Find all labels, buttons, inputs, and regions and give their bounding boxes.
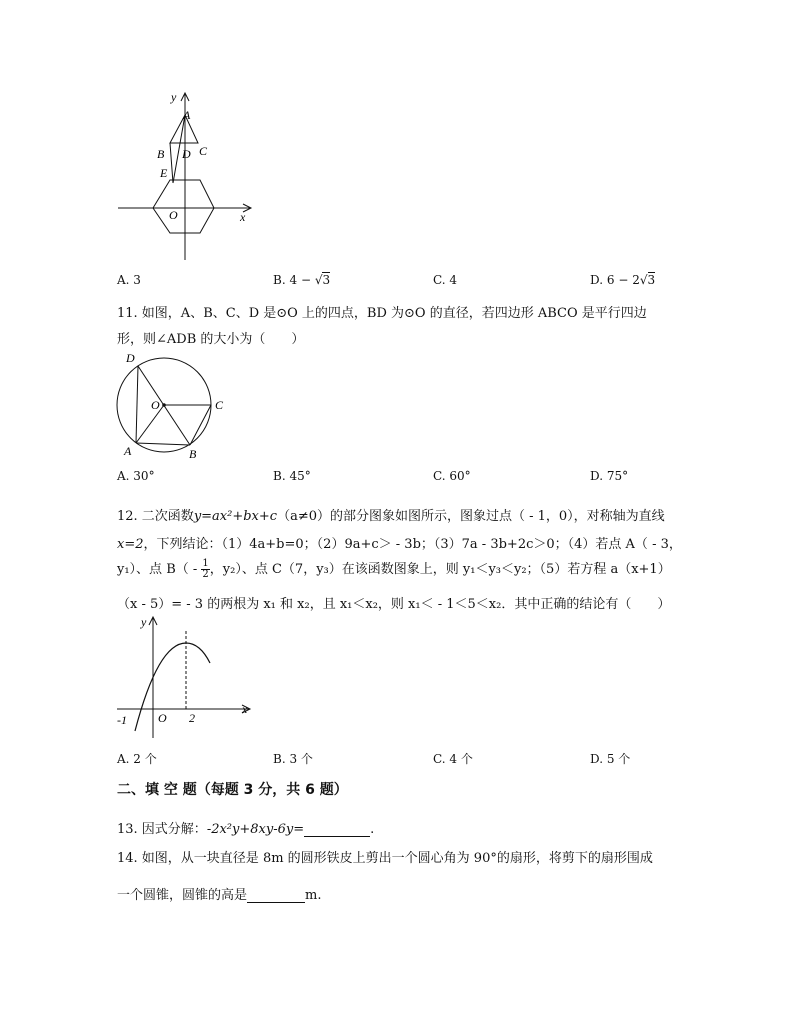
q10-hexagon <box>153 180 214 233</box>
sqrt-icon: √ <box>639 273 648 287</box>
q14-line-2 <box>117 884 321 903</box>
q11-line-2: 形，则∠ADB 的大小为（ ） <box>117 332 305 347</box>
sqrt-icon: √ <box>314 273 323 287</box>
q10-label-a: A <box>183 108 191 122</box>
q13-line <box>117 818 374 837</box>
section-2-heading: 二、填 空 题（每题 3 分，共 6 题） <box>117 782 348 798</box>
q10-label-d: D <box>182 147 191 161</box>
q11-choice-c: C. 60° <box>433 469 471 483</box>
q11-label-o: O <box>151 398 160 412</box>
q14-line-1: 14. 如图，从一块直径是 8m 的圆形铁皮上剪出一个圆心角为 90°的扇形，将剪下的扇形围成 <box>117 851 653 866</box>
q10-choice-b-prefix: B. <box>273 273 286 287</box>
q10-choice-a: A. 3 <box>117 273 141 287</box>
q10-choice-d-coef: 2 <box>632 273 640 287</box>
q10-label-o: O <box>169 208 178 222</box>
q11-center-dot <box>162 403 166 407</box>
q10-choice-d-int: 6 <box>606 273 615 287</box>
q11-segment-ab <box>136 443 190 445</box>
q11-choice-d: D. 75° <box>590 469 629 483</box>
q11-segment-bc <box>190 405 211 445</box>
q10-choice-b-int: 4 <box>289 273 298 287</box>
q12-line-3-b: ，y₂）、点 C（7，y₃）在该函数图象上，则 y₁＜y₃＜y₂；（5）若方程 a（x+1） <box>209 562 671 577</box>
q12-line-2-b: ，下列结论：（1）4a+b=0；（2）9a+c＞ - 3b；（3）7a - 3b+2c＞0；（4）若点 A（ - 3， <box>143 537 682 552</box>
q11-segment-da <box>136 366 138 443</box>
q12-choice-c: C. 4 个 <box>433 752 473 766</box>
q13-answer-blank[interactable] <box>304 822 370 837</box>
q12-fraction-num: 1 <box>202 558 209 569</box>
q12-choice-b: B. 3 个 <box>273 752 313 766</box>
q12-fraction <box>201 559 209 580</box>
q10-choice-d <box>590 273 655 287</box>
q10-choice-c: C. 4 <box>433 273 458 287</box>
q10-choice-b-rad: 3 <box>322 273 331 287</box>
q12-choice-d: D. 5 个 <box>590 752 631 766</box>
q12-line-4: （x - 5）= - 3 的两根为 x₁ 和 x₂，且 x₁＜x₂，则 x₁＜ - 1＜5＜x₂．其中正确的结论有（ ） <box>117 597 671 612</box>
q10-label-b: B <box>157 147 165 161</box>
q12-label-y: y <box>141 615 147 629</box>
q13-prefix: 13. 因式分解： <box>117 822 207 837</box>
q12-label-2: 2 <box>189 711 195 725</box>
q11-segment-ao <box>136 405 164 443</box>
q10-choice-d-prefix: D. <box>590 273 604 287</box>
q12-line-3-a: y₁）、点 B（ - <box>117 562 198 577</box>
q10-label-y: y <box>171 90 177 104</box>
q11-label-a: A <box>124 444 132 458</box>
q13-suffix: . <box>370 822 375 837</box>
q10-label-x: x <box>240 210 246 224</box>
q13-expr: -2x²y+8xy-6y= <box>206 822 305 837</box>
q12-line-1-a: 12. 二次函数 <box>117 509 194 524</box>
q12-figure <box>113 613 255 741</box>
q11-figure <box>112 349 234 461</box>
q12-line-2 <box>117 533 682 552</box>
q12-choice-a: A. 2 个 <box>117 752 157 766</box>
q10-choice-d-rad: 3 <box>647 273 656 287</box>
q12-line-2-a: x=2 <box>117 537 144 552</box>
q12-line-1-b: y=ax²+bx+c <box>193 509 278 524</box>
q12-label-o: O <box>158 711 167 725</box>
q10-choice-b-op: − <box>300 273 311 287</box>
q11-line-1: 11. 如图，A、B、C、D 是⊙O 上的四点，BD 为⊙O 的直径，若四边形 ABCO 是平行四边 <box>117 306 647 321</box>
q12-parabola <box>135 643 210 731</box>
q12-label-neg1: -1 <box>117 713 127 727</box>
q12-line-3 <box>117 558 671 580</box>
q10-segment-be <box>170 143 173 183</box>
q11-choice-a: A. 30° <box>117 469 155 483</box>
q14-answer-blank[interactable] <box>247 888 305 903</box>
q14-line-2-suffix: m. <box>305 888 322 903</box>
q14-line-2-prefix: 一个圆锥，圆锥的高是 <box>117 888 248 903</box>
q12-label-x: x <box>242 702 248 716</box>
q10-choice-b <box>273 273 330 287</box>
q10-figure <box>110 88 260 263</box>
q12-line-1 <box>117 505 665 524</box>
q12-fraction-den: 2 <box>202 569 209 580</box>
q11-label-c: C <box>215 398 224 412</box>
q11-label-d: D <box>126 351 135 365</box>
q12-line-1-c: （a≠0）的部分图象如图所示，图象过点（ - 1，0），对称轴为直线 <box>277 509 665 524</box>
q10-choice-d-op: − <box>618 273 629 287</box>
q10-label-c: C <box>199 144 208 158</box>
q11-choice-b: B. 45° <box>273 469 311 483</box>
q10-label-e: E <box>160 166 168 180</box>
q11-label-b: B <box>189 447 197 461</box>
